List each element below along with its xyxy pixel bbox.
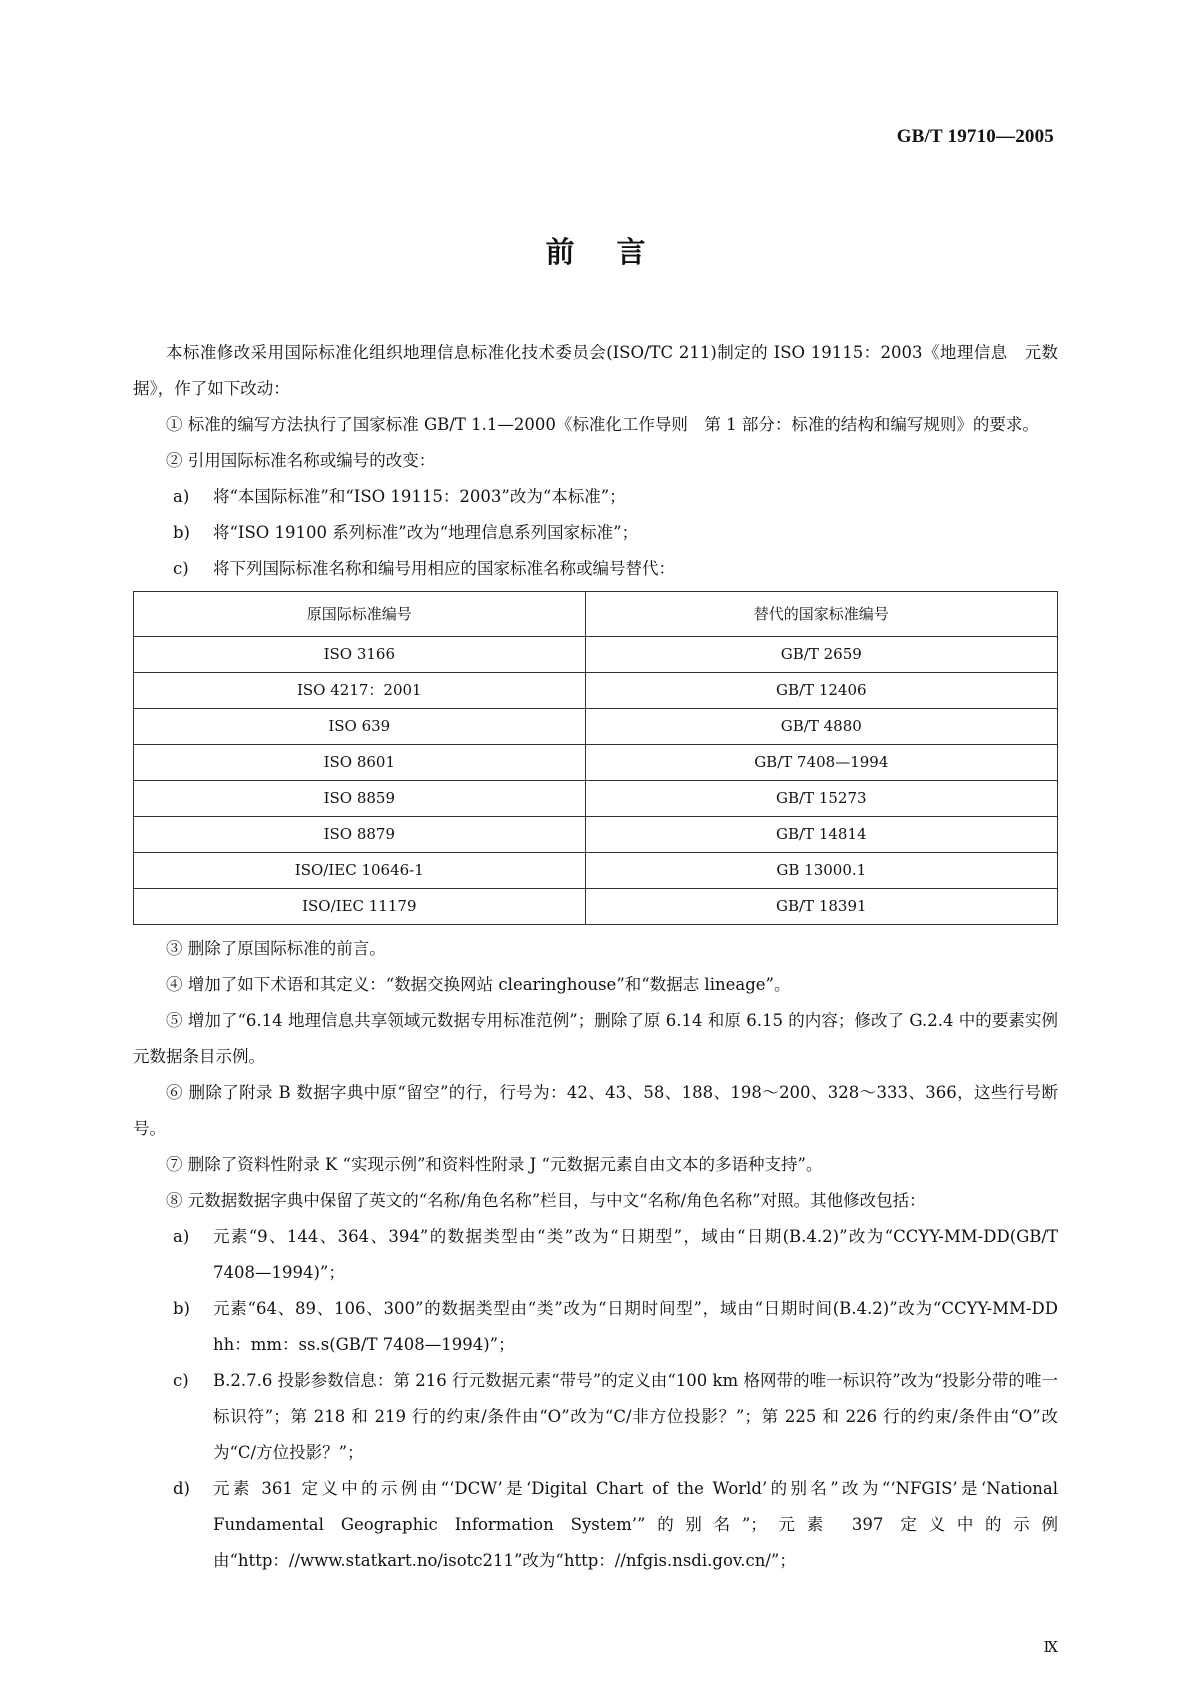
table-row — [134, 637, 1058, 673]
table-cell: ISO 4217：2001 — [134, 673, 586, 709]
list-item-label: d) — [173, 1479, 190, 1498]
table-cell: ISO/IEC 11179 — [134, 889, 586, 925]
change-item-5: ⑤ 增加了“6.14 地理信息共享领域元数据专用标准范例”；删除了原 6.14 和原 6.15 的内容；修改了 G.2.4 中的要素实例元数据条目示例。 — [133, 1011, 1058, 1066]
list-item — [133, 1291, 1058, 1363]
table-cell: GB/T 7408—1994 — [585, 745, 1057, 781]
list-item-label: b) — [173, 523, 190, 542]
table-row — [134, 817, 1058, 853]
table-row — [134, 673, 1058, 709]
change-item-6: ⑥ 删除了附录 B 数据字典中原“留空”的行，行号为：42、43、58、188、198～200、328～333、366，这些行号断号。 — [133, 1083, 1058, 1138]
table-cell: ISO/IEC 10646-1 — [134, 853, 586, 889]
table-row — [134, 781, 1058, 817]
page-number: Ⅸ — [1043, 1640, 1058, 1656]
change-item-4: ④ 增加了如下术语和其定义：“数据交换网站 clearinghouse”和“数据志 lineage”。 — [166, 975, 791, 994]
table-row — [134, 709, 1058, 745]
table-cell: GB 13000.1 — [585, 853, 1057, 889]
table-cell: GB/T 14814 — [585, 817, 1057, 853]
table-cell: GB/T 4880 — [585, 709, 1057, 745]
column-header-national: 替代的国家标准编号 — [585, 592, 1057, 637]
intro-paragraph: 本标准修改采用国际标准化组织地理信息标准化技术委员会(ISO/TC 211)制定的 ISO 19115：2003《地理信息 元数据》，作了如下改动： — [133, 343, 1058, 398]
list-item-label: a) — [173, 1227, 190, 1246]
list-item — [133, 1219, 1058, 1291]
list-item-text: 将“本国际标准”和“ISO 19115：2003”改为“本标准”； — [213, 487, 626, 506]
list-item-text: 将下列国际标准名称和编号用相应的国家标准名称或编号替代： — [213, 559, 675, 578]
table-cell: GB/T 12406 — [585, 673, 1057, 709]
page-title: 前言 — [545, 235, 688, 269]
table-cell: ISO 3166 — [134, 637, 586, 673]
change-item-2: ② 引用国际标准名称或编号的改变： — [166, 451, 436, 470]
table-row — [134, 745, 1058, 781]
change-item-1: ① 标准的编写方法执行了国家标准 GB/T 1.1—2000《标准化工作导则 第 1 部分：标准的结构和编写规则》的要求。 — [166, 415, 1039, 434]
list-item-text: 元素“64、89、106、300”的数据类型由“类”改为“日期时间型”，域由“日期时间(B.4.2)”改为“CCYY-MM-DD hh：mm：ss.s(GB/T 7408—1994)”； — [213, 1299, 1058, 1354]
change-item-8: ⑧ 元数据数据字典中保留了英文的“名称/角色名称”栏目，与中文“名称/角色名称”对照。其他修改包括： — [166, 1191, 926, 1210]
table-cell: ISO 639 — [134, 709, 586, 745]
list-item — [133, 479, 1058, 515]
table-row — [134, 853, 1058, 889]
table-cell: GB/T 18391 — [585, 889, 1057, 925]
standard-code: GB/T 19710—2005 — [896, 126, 1054, 147]
list-item — [133, 515, 1058, 551]
list-item-label: c) — [173, 1371, 189, 1390]
list-item — [133, 1363, 1058, 1471]
table-cell: ISO 8879 — [134, 817, 586, 853]
list-item-text: 将“ISO 19100 系列标准”改为“地理信息系列国家标准”； — [213, 523, 639, 542]
column-header-international: 原国际标准编号 — [134, 592, 586, 637]
table-cell: ISO 8601 — [134, 745, 586, 781]
list-item-label: c) — [173, 559, 189, 578]
list-item-label: b) — [173, 1299, 190, 1318]
change-item-3: ③ 删除了原国际标准的前言。 — [166, 939, 386, 958]
standards-mapping-table — [133, 591, 1058, 925]
table-header-row — [134, 592, 1058, 637]
list-item-text: 元素 361 定义中的示例由“‘DCW’是‘Digital Chart of the World’的别名”改为“‘NFGIS’是‘National Fundamental Geographic Information System’”的别名”；元素 397 定义中的示例由“http：//www.statkart.no/isotc211”改为“http：//nfgis.nsdi.gov.cn/”； — [213, 1479, 1058, 1570]
table-cell: GB/T 15273 — [585, 781, 1057, 817]
list-item-text: 元素“9、144、364、394”的数据类型由“类”改为“日期型”，域由“日期(B.4.2)”改为“CCYY-MM-DD(GB/T 7408—1994)”； — [213, 1227, 1058, 1282]
list-item — [133, 1471, 1058, 1579]
document-body — [133, 335, 1058, 1579]
table-cell: ISO 8859 — [134, 781, 586, 817]
list-item-text: B.2.7.6 投影参数信息：第 216 行元数据元素“带号”的定义由“100 km 格网带的唯一标识符”改为“投影分带的唯一标识符”；第 218 和 219 行的约束/条件由“O”改为“C/非方位投影？”；第 225 和 226 行的约束/条件由“O”改为“C/方位投影？”； — [213, 1371, 1058, 1462]
list-item — [133, 551, 1058, 587]
change-item-7: ⑦ 删除了资料性附录 K “实现示例”和资料性附录 J “元数据元素自由文本的多语种支持”。 — [166, 1155, 823, 1174]
table-row — [134, 889, 1058, 925]
table-cell: GB/T 2659 — [585, 637, 1057, 673]
list-item-label: a) — [173, 487, 190, 506]
